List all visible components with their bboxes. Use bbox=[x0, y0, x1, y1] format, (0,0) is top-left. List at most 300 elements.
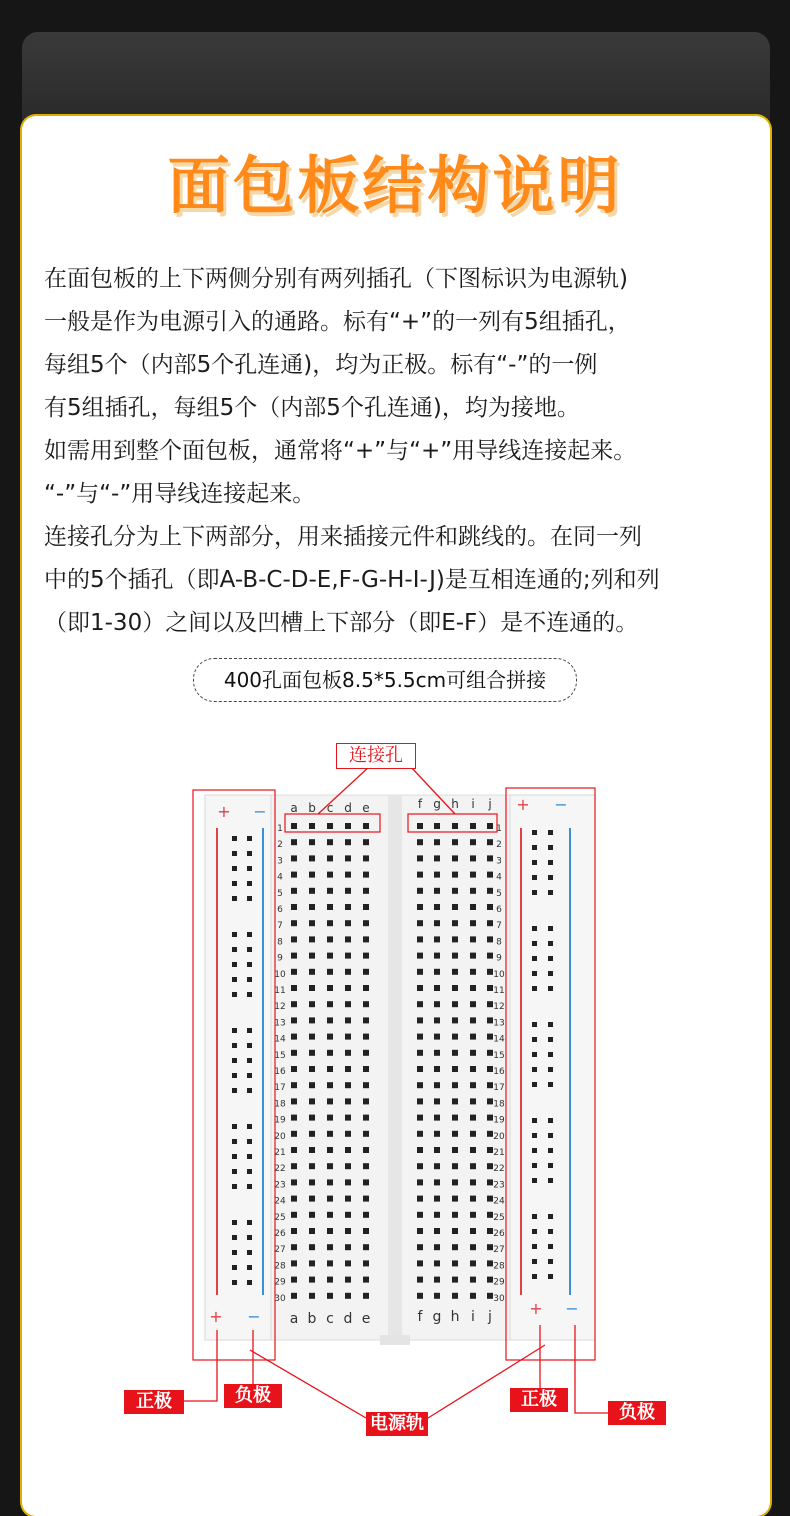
terminal-hole bbox=[487, 904, 493, 910]
terminal-hole bbox=[487, 1131, 493, 1137]
terminal-hole bbox=[470, 1098, 476, 1104]
rail-hole bbox=[247, 1265, 252, 1270]
terminal-hole bbox=[345, 904, 351, 910]
terminal-hole bbox=[470, 1277, 476, 1283]
terminal-hole bbox=[309, 1293, 315, 1299]
rail-hole bbox=[532, 1037, 537, 1042]
terminal-hole bbox=[363, 1163, 369, 1169]
terminal-hole bbox=[363, 1212, 369, 1218]
rail-hole bbox=[232, 1184, 237, 1189]
terminal-hole bbox=[363, 953, 369, 959]
rail-hole bbox=[532, 1214, 537, 1219]
description-line: 如需用到整个面包板，通常将“+”与“+”用导线连接起来。 bbox=[44, 438, 637, 464]
column-letter-bottom: f bbox=[417, 1309, 423, 1325]
terminal-hole bbox=[309, 1212, 315, 1218]
terminal-hole bbox=[327, 1196, 333, 1202]
terminal-hole bbox=[291, 888, 297, 894]
terminal-hole bbox=[452, 1001, 458, 1007]
terminal-hole bbox=[291, 1017, 297, 1023]
terminal-hole bbox=[470, 904, 476, 910]
rail-hole bbox=[232, 1028, 237, 1033]
terminal-hole bbox=[470, 1034, 476, 1040]
terminal-hole bbox=[434, 1179, 440, 1185]
terminal-hole bbox=[327, 1212, 333, 1218]
column-letter-bottom: g bbox=[432, 1309, 442, 1325]
terminal-hole bbox=[291, 1066, 297, 1072]
rail-hole bbox=[548, 1178, 553, 1183]
rail-hole bbox=[247, 1280, 252, 1285]
negative-right-label: 负极 bbox=[608, 1401, 666, 1425]
terminal-hole bbox=[487, 1066, 493, 1072]
row-number-right: 23 bbox=[493, 1180, 505, 1191]
rail-hole bbox=[247, 896, 252, 901]
rail-hole bbox=[232, 1088, 237, 1093]
terminal-hole bbox=[363, 1098, 369, 1104]
row-number-right: 3 bbox=[496, 856, 502, 867]
column-letter-top: h bbox=[451, 797, 459, 811]
terminal-hole bbox=[487, 1293, 493, 1299]
terminal-hole bbox=[487, 823, 493, 829]
terminal-hole bbox=[452, 1228, 458, 1234]
row-number-right: 14 bbox=[493, 1034, 505, 1045]
terminal-hole bbox=[309, 1179, 315, 1185]
terminal-hole bbox=[345, 855, 351, 861]
column-letter-top: e bbox=[362, 801, 370, 815]
terminal-hole bbox=[487, 985, 493, 991]
terminal-hole bbox=[452, 904, 458, 910]
terminal-hole bbox=[417, 1001, 423, 1007]
rail-hole bbox=[532, 860, 537, 865]
row-number-right: 13 bbox=[493, 1018, 505, 1029]
rail-hole bbox=[548, 875, 553, 880]
terminal-hole bbox=[363, 1277, 369, 1283]
terminal-hole bbox=[470, 1001, 476, 1007]
terminal-hole bbox=[434, 953, 440, 959]
column-letter-top: f bbox=[417, 797, 423, 811]
terminal-hole bbox=[291, 953, 297, 959]
rail-hole bbox=[232, 881, 237, 886]
rail-hole bbox=[532, 1133, 537, 1138]
terminal-hole bbox=[470, 855, 476, 861]
terminal-hole bbox=[470, 1179, 476, 1185]
rail-hole bbox=[548, 941, 553, 946]
terminal-hole bbox=[434, 1244, 440, 1250]
terminal-hole bbox=[470, 872, 476, 878]
terminal-hole bbox=[291, 1050, 297, 1056]
rail-hole bbox=[247, 1139, 252, 1144]
terminal-hole bbox=[452, 839, 458, 845]
terminal-hole bbox=[291, 1034, 297, 1040]
terminal-hole bbox=[363, 1034, 369, 1040]
rail-hole bbox=[532, 1274, 537, 1279]
terminal-hole bbox=[345, 1196, 351, 1202]
terminal-hole bbox=[291, 1244, 297, 1250]
terminal-hole bbox=[309, 969, 315, 975]
rail-hole bbox=[247, 1169, 252, 1174]
terminal-hole bbox=[487, 1034, 493, 1040]
terminal-hole bbox=[434, 1163, 440, 1169]
terminal-hole bbox=[434, 1260, 440, 1266]
terminal-hole bbox=[291, 1147, 297, 1153]
left-power-rail-strip bbox=[205, 795, 271, 1340]
terminal-hole bbox=[417, 1034, 423, 1040]
rail-hole bbox=[532, 971, 537, 976]
terminal-hole bbox=[487, 1244, 493, 1250]
terminal-hole bbox=[309, 839, 315, 845]
terminal-hole bbox=[452, 1293, 458, 1299]
terminal-hole bbox=[434, 1098, 440, 1104]
row-number-right: 17 bbox=[493, 1083, 505, 1094]
left-bottom-minus-sign: − bbox=[247, 1307, 261, 1326]
row-number-left: 7 bbox=[277, 921, 283, 932]
terminal-hole bbox=[327, 1001, 333, 1007]
row-number-left: 16 bbox=[274, 1067, 286, 1077]
terminal-hole bbox=[291, 1293, 297, 1299]
rail-hole bbox=[548, 845, 553, 850]
terminal-hole bbox=[309, 1001, 315, 1007]
terminal-hole bbox=[363, 823, 369, 829]
terminal-hole bbox=[434, 969, 440, 975]
row-number-left: 12 bbox=[274, 1002, 286, 1013]
rail-hole bbox=[247, 1154, 252, 1159]
terminal-hole bbox=[309, 1115, 315, 1121]
terminal-hole bbox=[327, 855, 333, 861]
terminal-hole bbox=[434, 1293, 440, 1299]
row-number-left: 27 bbox=[274, 1245, 286, 1256]
rail-hole bbox=[548, 926, 553, 931]
negative-left-label: 负极 bbox=[224, 1384, 282, 1408]
terminal-hole bbox=[327, 953, 333, 959]
column-letter-top: j bbox=[488, 797, 492, 811]
rail-hole bbox=[232, 992, 237, 997]
rail-hole bbox=[247, 1073, 252, 1078]
terminal-hole bbox=[363, 920, 369, 926]
terminal-hole bbox=[309, 855, 315, 861]
terminal-hole bbox=[470, 1082, 476, 1088]
rail-hole bbox=[232, 1154, 237, 1159]
terminal-hole bbox=[470, 1050, 476, 1056]
terminal-hole bbox=[309, 888, 315, 894]
terminal-hole bbox=[452, 985, 458, 991]
terminal-hole bbox=[345, 1244, 351, 1250]
terminal-hole bbox=[309, 1050, 315, 1056]
column-letter-bottom: b bbox=[307, 1311, 317, 1327]
rail-hole bbox=[232, 1235, 237, 1240]
rail-hole bbox=[232, 1280, 237, 1285]
row-number-right: 9 bbox=[496, 953, 502, 964]
terminal-hole bbox=[291, 1179, 297, 1185]
terminal-hole bbox=[363, 1196, 369, 1202]
terminal-hole bbox=[434, 1212, 440, 1218]
terminal-hole bbox=[452, 872, 458, 878]
rail-hole bbox=[548, 1022, 553, 1027]
terminal-hole bbox=[309, 904, 315, 910]
terminal-hole bbox=[470, 1228, 476, 1234]
terminal-hole bbox=[327, 1050, 333, 1056]
rail-hole bbox=[232, 1169, 237, 1174]
terminal-hole bbox=[487, 936, 493, 942]
column-letter-top: g bbox=[433, 797, 441, 811]
rail-hole bbox=[532, 1052, 537, 1057]
terminal-hole bbox=[327, 872, 333, 878]
rail-hole bbox=[548, 1148, 553, 1153]
rail-hole bbox=[532, 926, 537, 931]
rail-hole bbox=[532, 1178, 537, 1183]
terminal-hole bbox=[417, 1017, 423, 1023]
terminal-hole bbox=[417, 936, 423, 942]
rail-hole bbox=[232, 977, 237, 982]
terminal-hole bbox=[291, 1131, 297, 1137]
rail-hole bbox=[548, 1052, 553, 1057]
terminal-hole bbox=[309, 1034, 315, 1040]
rail-hole bbox=[232, 1073, 237, 1078]
positive-right-label: 正极 bbox=[510, 1388, 568, 1412]
rail-hole bbox=[532, 1118, 537, 1123]
rail-hole bbox=[532, 1022, 537, 1027]
terminal-hole bbox=[363, 1066, 369, 1072]
terminal-hole bbox=[434, 1050, 440, 1056]
terminal-hole bbox=[363, 1179, 369, 1185]
terminal-hole bbox=[470, 1115, 476, 1121]
terminal-hole bbox=[291, 1115, 297, 1121]
terminal-hole bbox=[470, 953, 476, 959]
terminal-hole bbox=[345, 969, 351, 975]
terminal-hole bbox=[345, 823, 351, 829]
terminal-hole bbox=[470, 1147, 476, 1153]
terminal-hole bbox=[452, 969, 458, 975]
terminal-hole bbox=[363, 904, 369, 910]
terminal-hole bbox=[345, 1034, 351, 1040]
rail-hole bbox=[548, 1214, 553, 1219]
row-number-left: 5 bbox=[277, 888, 283, 899]
row-number-left: 9 bbox=[277, 953, 283, 964]
terminal-hole bbox=[452, 1260, 458, 1266]
rail-hole bbox=[548, 860, 553, 865]
terminal-hole bbox=[417, 1228, 423, 1234]
rail-hole bbox=[532, 1229, 537, 1234]
terminal-hole bbox=[452, 1131, 458, 1137]
terminal-hole bbox=[327, 1277, 333, 1283]
rail-hole bbox=[232, 1124, 237, 1129]
rail-hole bbox=[247, 977, 252, 982]
terminal-hole bbox=[434, 872, 440, 878]
rail-hole bbox=[548, 1133, 553, 1138]
terminal-hole bbox=[327, 888, 333, 894]
rail-hole bbox=[247, 1184, 252, 1189]
terminal-hole bbox=[345, 888, 351, 894]
terminal-hole bbox=[363, 1228, 369, 1234]
rail-hole bbox=[232, 836, 237, 841]
terminal-hole bbox=[345, 1163, 351, 1169]
rail-hole bbox=[532, 956, 537, 961]
terminal-hole bbox=[327, 1147, 333, 1153]
row-number-left: 3 bbox=[277, 856, 283, 867]
terminal-hole bbox=[345, 1115, 351, 1121]
row-number-left: 13 bbox=[274, 1018, 286, 1029]
terminal-hole bbox=[487, 1179, 493, 1185]
row-number-left: 25 bbox=[274, 1212, 286, 1223]
terminal-hole bbox=[345, 1001, 351, 1007]
terminal-hole bbox=[309, 936, 315, 942]
terminal-hole bbox=[434, 823, 440, 829]
row-number-left: 1 bbox=[277, 824, 283, 834]
terminal-hole bbox=[452, 1277, 458, 1283]
description-line: “-”与“-”用导线连接起来。 bbox=[44, 481, 316, 507]
terminal-hole bbox=[291, 1098, 297, 1104]
rail-hole bbox=[548, 1244, 553, 1249]
terminal-hole bbox=[417, 1115, 423, 1121]
terminal-hole bbox=[363, 1147, 369, 1153]
terminal-hole bbox=[363, 1260, 369, 1266]
terminal-hole bbox=[363, 1050, 369, 1056]
terminal-hole bbox=[452, 1098, 458, 1104]
terminal-hole bbox=[327, 839, 333, 845]
terminal-hole bbox=[327, 1066, 333, 1072]
terminal-hole bbox=[434, 936, 440, 942]
rail-hole bbox=[232, 1139, 237, 1144]
leader-line bbox=[184, 1330, 217, 1401]
terminal-hole bbox=[452, 1082, 458, 1088]
terminal-hole bbox=[291, 872, 297, 878]
terminal-hole bbox=[363, 839, 369, 845]
rail-hole bbox=[247, 1235, 252, 1240]
rail-hole bbox=[247, 1088, 252, 1093]
terminal-hole bbox=[434, 888, 440, 894]
terminal-hole bbox=[470, 1196, 476, 1202]
rail-hole bbox=[532, 986, 537, 991]
rail-hole bbox=[548, 1118, 553, 1123]
terminal-hole bbox=[487, 1260, 493, 1266]
terminal-hole bbox=[345, 1131, 351, 1137]
center-channel bbox=[388, 795, 402, 1340]
terminal-hole bbox=[470, 888, 476, 894]
terminal-hole bbox=[434, 1017, 440, 1023]
row-number-left: 21 bbox=[274, 1148, 286, 1158]
terminal-hole bbox=[327, 1115, 333, 1121]
terminal-hole bbox=[327, 1228, 333, 1234]
terminal-hole bbox=[327, 823, 333, 829]
terminal-hole bbox=[345, 953, 351, 959]
terminal-hole bbox=[470, 985, 476, 991]
row-number-right: 11 bbox=[493, 986, 505, 996]
rail-hole bbox=[232, 962, 237, 967]
terminal-hole bbox=[327, 936, 333, 942]
terminal-hole bbox=[417, 1260, 423, 1266]
terminal-hole bbox=[452, 1050, 458, 1056]
rail-hole bbox=[532, 830, 537, 835]
row-number-right: 5 bbox=[496, 888, 502, 899]
row-number-right: 19 bbox=[493, 1115, 505, 1126]
terminal-hole bbox=[327, 904, 333, 910]
rail-hole bbox=[532, 1067, 537, 1072]
terminal-hole bbox=[309, 1131, 315, 1137]
row-number-right: 1 bbox=[496, 824, 502, 834]
description-line: 在面包板的上下两侧分别有两列插孔（下图标识为电源轨) bbox=[44, 266, 628, 292]
terminal-hole bbox=[434, 1066, 440, 1072]
rail-hole bbox=[548, 1229, 553, 1234]
rail-hole bbox=[532, 875, 537, 880]
terminal-hole bbox=[417, 985, 423, 991]
terminal-hole bbox=[487, 1277, 493, 1283]
terminal-hole bbox=[309, 823, 315, 829]
rail-hole bbox=[532, 941, 537, 946]
rail-hole bbox=[232, 851, 237, 856]
terminal-hole bbox=[487, 1098, 493, 1104]
terminal-hole bbox=[434, 1034, 440, 1040]
terminal-hole bbox=[487, 1163, 493, 1169]
terminal-hole bbox=[417, 1098, 423, 1104]
rail-hole bbox=[247, 851, 252, 856]
terminal-hole bbox=[363, 1001, 369, 1007]
terminal-hole bbox=[309, 1098, 315, 1104]
row-number-right: 16 bbox=[493, 1067, 505, 1077]
column-letter-bottom: h bbox=[450, 1309, 460, 1325]
terminal-hole bbox=[327, 1131, 333, 1137]
terminal-hole bbox=[487, 920, 493, 926]
terminal-hole bbox=[452, 1066, 458, 1072]
terminal-hole bbox=[345, 1082, 351, 1088]
terminal-hole bbox=[417, 839, 423, 845]
row-number-left: 28 bbox=[274, 1261, 286, 1272]
rail-hole bbox=[548, 1037, 553, 1042]
rail-hole bbox=[232, 1265, 237, 1270]
terminal-hole bbox=[291, 1212, 297, 1218]
terminal-hole bbox=[434, 1082, 440, 1088]
row-number-left: 29 bbox=[274, 1277, 286, 1288]
description-line: 每组5个（内部5个孔连通)，均为正极。标有“-”的一例 bbox=[44, 352, 598, 378]
row-number-left: 4 bbox=[277, 872, 283, 883]
page-title: 面包板结构说明 bbox=[167, 149, 623, 222]
rail-hole bbox=[247, 1028, 252, 1033]
terminal-hole bbox=[470, 920, 476, 926]
terminal-hole bbox=[327, 1163, 333, 1169]
terminal-hole bbox=[487, 1017, 493, 1023]
row-number-left: 18 bbox=[274, 1099, 286, 1110]
column-letter-bottom: i bbox=[471, 1309, 475, 1325]
terminal-hole bbox=[363, 1082, 369, 1088]
rail-hole bbox=[548, 1259, 553, 1264]
terminal-hole bbox=[470, 1293, 476, 1299]
row-number-right: 8 bbox=[496, 937, 502, 948]
terminal-hole bbox=[434, 1228, 440, 1234]
terminal-hole bbox=[309, 985, 315, 991]
terminal-hole bbox=[345, 920, 351, 926]
terminal-hole bbox=[434, 1131, 440, 1137]
terminal-hole bbox=[345, 1066, 351, 1072]
terminal-hole bbox=[345, 1260, 351, 1266]
rail-hole bbox=[532, 890, 537, 895]
terminal-hole bbox=[327, 1260, 333, 1266]
terminal-hole bbox=[417, 920, 423, 926]
terminal-hole bbox=[470, 1066, 476, 1072]
column-letter-bottom: d bbox=[343, 1311, 353, 1327]
rail-hole bbox=[548, 956, 553, 961]
terminal-hole bbox=[345, 1179, 351, 1185]
rail-hole bbox=[247, 992, 252, 997]
terminal-hole bbox=[452, 1179, 458, 1185]
right-bottom-plus-sign: + bbox=[529, 1299, 543, 1318]
terminal-hole bbox=[345, 1293, 351, 1299]
description-line: 中的5个插孔（即A-B-C-D-E,F-G-H-I-J)是互相连通的;列和列 bbox=[44, 567, 660, 593]
terminal-hole bbox=[291, 823, 297, 829]
terminal-hole bbox=[417, 1179, 423, 1185]
terminal-hole bbox=[309, 1163, 315, 1169]
terminal-hole bbox=[345, 872, 351, 878]
terminal-hole bbox=[417, 1212, 423, 1218]
row-number-right: 12 bbox=[493, 1002, 505, 1013]
left-top-plus-sign: + bbox=[217, 802, 231, 821]
column-letter-bottom: e bbox=[361, 1311, 371, 1327]
